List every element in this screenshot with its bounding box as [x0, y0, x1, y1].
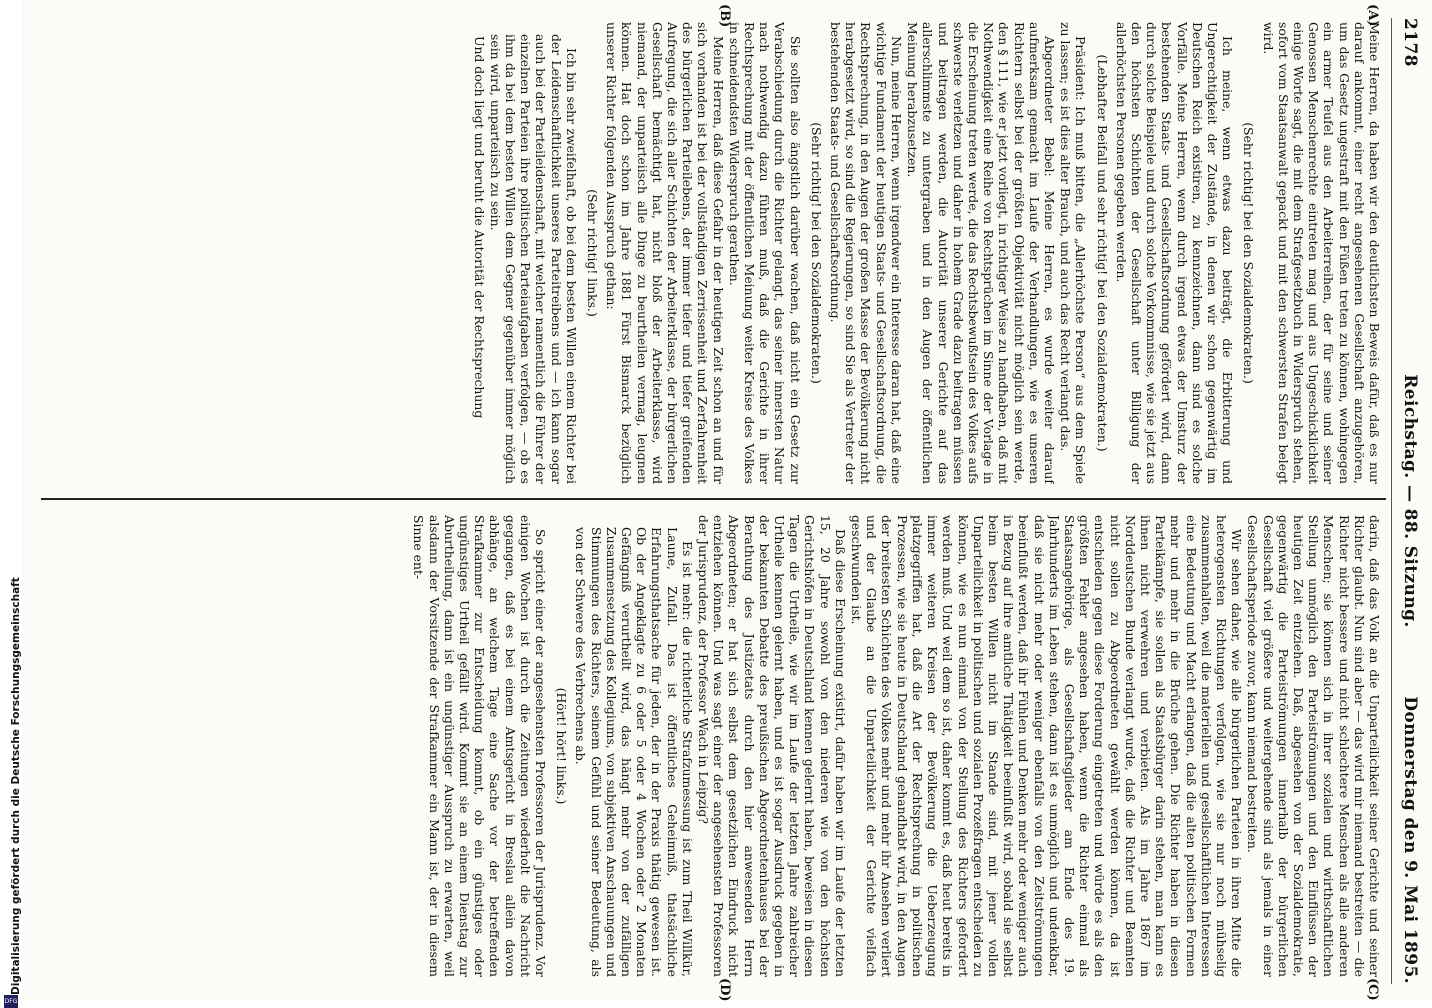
- margin-marker-c: (C): [1365, 978, 1380, 1001]
- speaker-paragraph: Abgeordneter Bebel: Meine Herren, es wurde weiter darauf aufmerksam gemacht im Laufe der Verhandlungen, wie es unseren Richtern selbst bei der größten Objektivität nicht möglich sein werde, den § 111, wie er jetzt vorliegt, in richtiger Weise zu handhaben, daß mit Nothwendigkeit eine Reihe von Rechtsprüchen im Sinne der Vorlage in die Erscheinung treten werde, die das Rechtsbewußtsein des Volkes aufs schwerste verletzen und daher in hohem Grade dazu beitragen müssen und beitragen werden, die Autorität unserer Gerichte auf das allerschlimmste zu untergraben und in den Augen der öffentlichen Meinung herabzusetzen.: [905, 22, 1057, 484]
- quotation: Es ist mehr: die richterliche Strafzumessung ist zum Theil Willkür, Laune, Zufall. Das ist öffentliches Geheimniß, thatsächliche Erfahrungsthatsache für jeden, der in der Praxis thätig gewesen ist. Ob der Angeklagte zu 6 oder 5 oder 4 Wochen oder 2 Monaten Gefängniß verurtheilt wird, das hängt mehr von der zufälligen Zusammensetzung des Kollegiums, von subjektiven Anschauungen und Stimmungen des Richters, seinem Gefühl und seiner Bedeutung, als von der Schwere des Verbrechens ab.: [573, 527, 695, 977]
- page-title: Reichstag. — 88. Sitzung.: [1400, 374, 1420, 628]
- interjection: (Sehr richtig! links.): [585, 189, 601, 317]
- page-number: 2178: [1400, 18, 1420, 67]
- interjection: (Sehr richtig! bei den Sozialdemokraten.): [808, 122, 824, 384]
- interjection: (Sehr richtig! bei den Sozialdemokraten.): [1241, 122, 1257, 384]
- paragraph: Wir sehen daher, wie alle bürgerlichen Parteien in ihren Mitte die heterogensten Richtungen verfolgen, wie sie nur noch mühselig zusammenhalten, weil die materiellen und gesellschaftlichen Interessen eine Bedeutung und Macht erlangen, daß die alten politischen Formen mehr und mehr in die Brüche gehen. Die Richter haben in diesen Parteikämpfe, sie sollen als Staatsbürger darin stehen, man kann es ihnen nicht verwehren und verbieten. Als im Jahre 1867 im Norddeutschen Bunde verlangt wurde, daß die Richter und Beamten nicht sollen zu Abgeordneten gewählt werden können, da ist entschieden gegen diese Forderung eingetreten und würde es als den größten Fehler angesehen haben, wenn die Richter einmal als Staatsangehörige, als Gesellschaftsglieder am Ende des 19. Jahrhunderts im Leben stehen, dann ist es unmöglich und undenkbar, daß sie nicht mehr oder weniger ebenfalls von den Zeitströmungen beeinflußt werden, daß ihr Fühlen und Denken mehr oder weniger auch in Bezug auf ihre amtliche Thätigkeit beeinflußt wird, sobald sie selbst beim besten Willen nicht im Stande sind, mit jener vollen Unparteilichkeit in politischen und sozialen Prozeßfragen entscheiden zu können, wie es nun einmal von der Stellung des Richters gefordert werden muß. Und weil dem so ist, daher kommt es, daß heut bereits in immer weiteren Kreisen der Bevölkerung die Ueberzeugung platzgegriffen hat, daß die Art der Rechtsprechung in politischen Prozessen, wie sie heute in Deutschland gehandhabt wird, in den Augen der breitesten Schichten des Volkes mehr und mehr ihr Ansehen verliert und der Glaube an die Unparteilichkeit der Gerichte vielfach geschwunden ist.: [849, 515, 1245, 977]
- right-column: [42, 515, 1382, 977]
- margin-marker-a: (A): [1365, 4, 1380, 27]
- paragraph: Meine Herren, da haben wir den deutlichsten Beweis dafür, daß es nur darauf ankommt, einer recht angesehenen Gesellschaft anzugehören, um das Gesetz ungestraft mit den Füßen treten zu können, wohingegen ein armer Teufel aus den Arbeiterreihen, der für seine und seiner Genossen Menschenrechte eintreten mag und aus Ungeschicklichkeit einige Worte sagt, die mit dem Strafgesetzbuch in Widerspruch stehen, sofort vom Staatsanwalt gepackt und mit den schwersten Strafen belegt wird.: [1260, 22, 1382, 484]
- session-date: Donnerstag den 9. Mai 1895.: [1400, 696, 1420, 984]
- header-rule: [1391, 18, 1392, 984]
- page-header: [1396, 18, 1422, 984]
- quotation: Ich bin sehr zweifelhaft, ob bei dem besten Willen einem Richter bei der Leidenschaftlichkeit unseres Parteitreibens und — ich kann sogar auch bei der Parteileidenschaft, mit welcher namentlich die Führer der einzelnen Parteien ihre politischen Parteiaufgaben verfolgen, — ob es ihm da bei dem besten Willen dem Gegner gegenüber immer möglich sein wird, unparteiisch zu sein.: [487, 34, 579, 484]
- paragraph: Daß diese Erscheinung existirt, dafür haben wir im Laufe der letzten 15, 20 Jahre sowohl von den niederen wie von den höchsten Gerichtshöfen in Deutschland kennen gelernt haben, beweisen in diesen Tagen die Urtheile, wie wir im Laufe der letzten Jahre zahlreicher Urtheile kennen gelernt haben, und es ist sogar Ausdruck gegeben in der bekannten Debatte des preußischen Abgeordnetenhauses bei der Berathung des Justizetats durch den hier anwesenden Herrn Abgeordneten; er hat sich selbst dem gesetzlichen Eindruck nicht entziehen können. Und was sagt einer der angesehensten Professoren der Jurisprudenz, der Professor Wach in Leipzig?: [696, 515, 848, 977]
- digitization-credit: [7, 577, 25, 995]
- margin-marker-d: (D): [717, 978, 732, 1002]
- paragraph: Meine Herren, daß diese Gefahr in der heutigen Zeit schon an und für sich vorhanden ist bei der vollständigen Zerrissenheit und Zerfahrenheit des bürgerlichen Parteilebens, der immer tiefer und tiefer greifenden Aufregung, die sich aller Schichten der Arbeiterklasse, der bürgerlichen Gesellschaft bemächtigt hat, nicht bloß der Arbeiterklasse, wird niemand, der unparteiisch alle Dinge zu beurtheilen vermag, leugnen können. Hat doch schon im Jahre 1881 Fürst Bismarck bezüglich unserer Richter folgenden Ausspruch gethan:: [604, 22, 726, 484]
- paragraph: Sie sollten also ängstlich darüber wachen, daß nicht ein Gesetz zur Verabschiedung durch die Richter gelangt, das seiner innersten Natur nach nothwendig dazu führen muß, daß die Gerichte in ihrer Rechtsprechung mit der öffentlichen Meinung weiter Kreise des Volkes in schneidendsten Widerspruch gerathen.: [726, 22, 803, 484]
- paragraph: Ich meine, wenn etwas dazu beiträgt, die Erbitterung und Ungerechtigkeit der Zustände, in denen wir schon gegenwärtig im Deutschen Reich existiren, zu kennzeichnen, dann sind es solche Vorfälle. Meine Herren, wenn durch irgend etwas der Umsturz der bestehenden Staats- und Gesellschaftsordnung gefördert wird, dann durch solche Beispiele und durch solche Vorkommnisse, wie sie jetzt aus den höchsten Schichten der Gesellschaft unter Billigung der allerhöchsten Personen gegeben werden.: [1113, 22, 1236, 484]
- interjection: (Lebhafter Beifall und sehr richtig! bei den Sozialdemokraten.): [1094, 54, 1110, 452]
- paragraph: darin, daß das Volk an die Unparteilichkeit seiner Gerichte und seiner Richter glaubt. Nun sind aber — das wird mir niemand bestreiten — die Richter nicht bessere und nicht schlechtere Menschen als alle anderen Menschen; sie können sich in ihrer sozialen und wirthschaftlichen Stellung unmöglich den Parteiströmungen und den Einflüssen der heutigen Zeit entziehen. Daß, abgesehen von der Sozialdemokratie, gegenwärtig die Parteiströmungen innerhalb der bürgerlichen Gesellschaft viel größere und weitergehende sind als jemals in einer Gesellschaftsperiode zuvor, kann niemand bestreiten.: [1245, 515, 1382, 977]
- paragraph: Und doch liegt und beruht die Autorität der Rechtsprechung: [471, 36, 487, 419]
- column-divider: [41, 498, 1386, 500]
- paragraph: Nun, meine Herren, wenn irgendwer ein Interesse daran hat, daß eine wichtige Fundament der heutigen Staats- und Gesellschaftsordnung, die Rechtsprechung, in den Augen der großen Masse der Bevölkerung nicht herabgesetzt wird, so sind die Regierungen, so sind Sie als Vertreter der bestehenden Staats- und Gesellschaftsordnung.: [828, 22, 904, 484]
- newspaper-page: [22, 0, 1432, 1000]
- interjection: (Hört! hört! links.): [554, 687, 570, 805]
- credit-text: Digitalisierung gefördert durch die Deutsche Forschungsgemeinschaft: [10, 577, 22, 995]
- paragraph: So spricht einer der angesehensten Professoren der Jurisprudenz. Vor einigen Wochen ist durch die Zeitungen wiederholt die Nachricht gegangen, daß es bei einem Amtsgericht in Breslau allein davon abhänge, an welchem Tage eine Sache vor der betreffenden Strafkammer zur Entscheidung kommt, ob ein günstiges oder ungünstiges Urtheil gefällt wird. Kommt sie an einem Dienstag zur Aburtheilung, dann ist ein ungünstiger Ausspruch zu erwarten, weil alsdann der Vorsitzende der Strafkammer ein Mann ist, der in diesem Sinne ent-: [411, 515, 549, 977]
- dfg-logo: DFG: [4, 995, 18, 1008]
- president-remark: Präsident: Ich muß bitten, die „Allerhöchste Person“ aus dem Spiele zu lassen; es ist dies alter Brauch, und auch das Recht verlangt das.: [1058, 22, 1089, 484]
- margin-marker-b: (B): [717, 4, 732, 28]
- left-column: [42, 22, 1382, 484]
